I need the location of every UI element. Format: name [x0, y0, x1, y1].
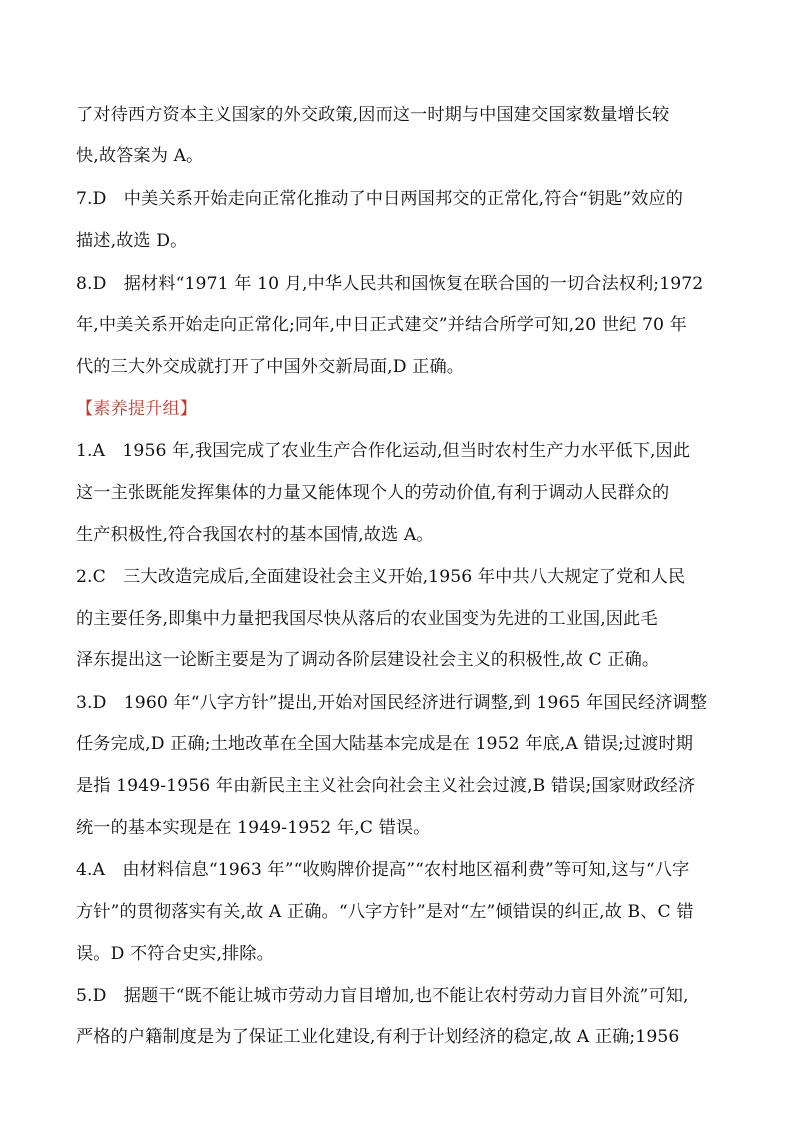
answer-8-line: 8.D 据材料“1971 年 10 月,中华人民共和国恢复在联合国的一切合法权利;1972	[76, 274, 704, 294]
answer-4-line: 4.A 由材料信息“1963 年”“收购牌价提高”“农村地区福利费”等可知,这与“八字	[76, 860, 690, 880]
text-line: 严格的户籍制度是为了保证工业化建设,有利于计划经济的稳定,故 A 正确;1956	[76, 1027, 680, 1047]
text-line: 统一的基本实现是在 1949-1952 年,C 错误。	[76, 818, 431, 838]
text-line: 年,中美关系开始走向正常化;同年,中日正式建交”并结合所学可知,20 世纪 70 年	[76, 315, 687, 335]
text-line: 误。D 不符合史实,排除。	[76, 944, 274, 964]
text-line: 是指 1949-1956 年由新民主主义社会向社会主义社会过渡,B 错误;国家财政经济	[76, 776, 696, 796]
text-line: 生产积极性,符合我国农村的基本国情,故选 A。	[76, 525, 434, 545]
answer-5-line: 5.D 据题干“既不能让城市劳动力盲目增加,也不能让农村劳动力盲目外流”可知,	[76, 986, 689, 1006]
text-line: 了对待西方资本主义国家的外交政策,因而这一时期与中国建交国家数量增长较	[76, 105, 670, 125]
text-line: 快,故答案为 A。	[76, 146, 204, 166]
text-line: 这一主张既能发挥集体的力量又能体现个人的劳动价值,有利于调动人民群众的	[76, 483, 670, 503]
answer-3-line: 3.D 1960 年“八字方针”提出,开始对国民经济进行调整,到 1965 年国民经济调整	[76, 693, 708, 713]
text-line: 任务完成,D 正确;土地改革在全国大陆基本完成是在 1952 年底,A 错误;过渡时期	[76, 734, 694, 754]
text-line: 方针”的贯彻落实有关,故 A 正确。“八字方针”是对“左”倾错误的纠正,故 B、C 错	[76, 902, 694, 922]
answer-1-line: 1.A 1956 年,我国完成了农业生产合作化运动,但当时农村生产力水平低下,因此	[76, 441, 691, 461]
answer-2-line: 2.C 三大改造完成后,全面建设社会主义开始,1956 年中共八大规定了党和人民	[76, 567, 686, 587]
text-line: 代的三大外交成就打开了中国外交新局面,D 正确。	[76, 357, 465, 377]
answer-7-line: 7.D 中美关系开始走向正常化推动了中日两国邦交的正常化,符合“钥匙”效应的	[76, 189, 684, 209]
text-line: 描述,故选 D。	[76, 231, 188, 251]
section-title: 【素养提升组】	[76, 399, 198, 419]
text-line: 泽东提出这一论断主要是为了调动各阶层建设社会主义的积极性,故 C 正确。	[76, 650, 660, 670]
text-line: 的主要任务,即集中力量把我国尽快从落后的农业国变为先进的工业国,因此毛	[76, 609, 658, 629]
